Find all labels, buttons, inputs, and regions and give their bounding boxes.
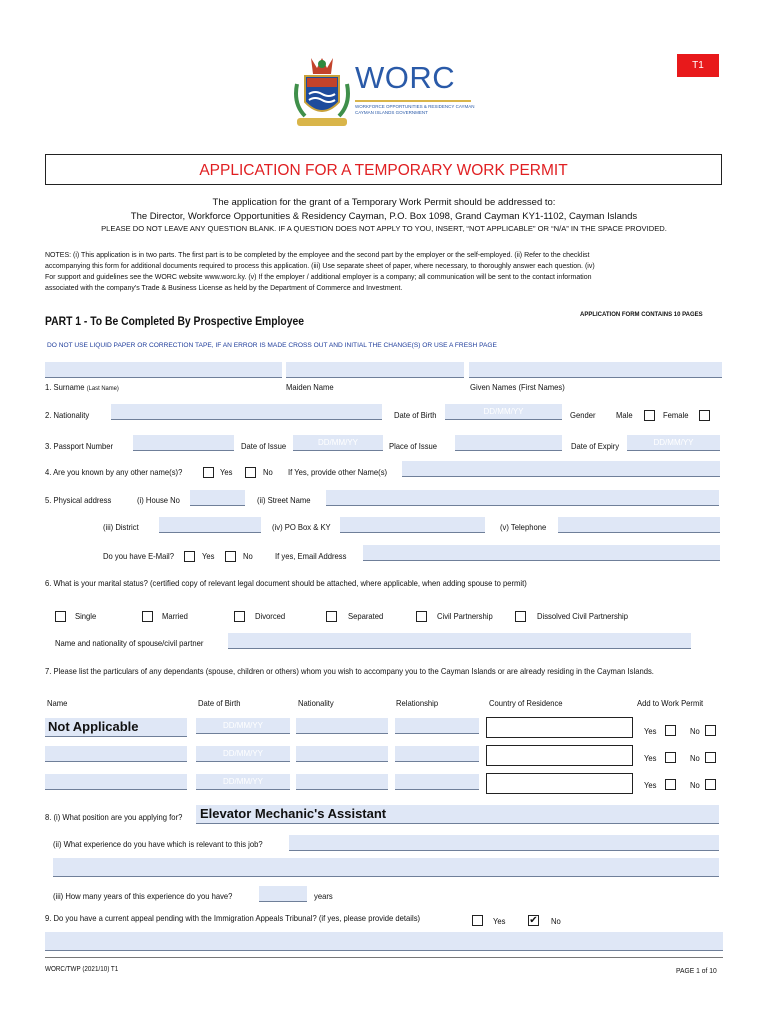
dependants-question: 7. Please list the particulars of any dependants (spouse, children or others) whom you wish to accompany you to the Cayman Islands or are already residing in the Cayman Islands. [45,666,654,676]
marital-question: 6. What is your marital status? (certified copy of relevant legal document should be attached, where applicable, when adding spouse to permit) [45,578,527,588]
dependant-name-field[interactable] [45,774,187,790]
spouse-label: Name and nationality of spouse/civil partner [55,638,204,648]
dependant-country-field[interactable] [486,773,633,794]
pages-note: APPLICATION FORM CONTAINS 10 PAGES [580,312,703,318]
male-label: Male [616,410,633,420]
footer-page-number: PAGE 1 of 10 [676,966,717,975]
dependant-name-field[interactable] [45,718,187,737]
dependant-yes-checkbox[interactable] [665,725,676,736]
logo-name: WORC [355,60,456,95]
dependant-yes-checkbox[interactable] [665,752,676,763]
address-label: 5. Physical address [45,495,112,505]
dependant-dob-field[interactable]: DD/MM/YY [196,718,290,734]
place-of-issue-label: Place of Issue [389,441,438,451]
title-box [45,154,722,185]
dependant-country-field[interactable] [486,717,633,738]
surname-label: 1. Surname (Last Name) [45,382,119,392]
dependant-no-label: No [690,780,700,790]
email-yes-checkbox[interactable] [184,551,195,562]
position-question: 8. (i) What position are you applying for? [45,812,183,822]
male-checkbox[interactable] [644,410,655,421]
district-field[interactable] [159,517,261,533]
separated-label: Separated [348,611,384,621]
intro-line-1: The application for the grant of a Temporary Work Permit should be addressed to: [212,197,556,208]
dependant-no-label: No [690,753,700,763]
given-names-field[interactable] [469,362,722,378]
logo-tagline-2: CAYMAN ISLANDS GOVERNMENT [355,110,428,115]
separated-checkbox[interactable] [326,611,337,622]
appeal-details-field[interactable] [45,932,723,951]
col-nationality: Nationality [298,698,334,708]
logo-underline [355,100,471,102]
other-names-question: 4. Are you known by any other name(s)? [45,467,183,477]
col-relationship: Relationship [396,698,439,708]
nationality-field[interactable] [111,404,382,420]
married-label: Married [162,611,188,621]
date-of-expiry-label: Date of Expiry [571,441,620,451]
other-names-no-checkbox[interactable] [245,467,256,478]
house-no-field[interactable] [190,490,245,506]
dependant-yes-checkbox[interactable] [665,779,676,790]
logo-tagline-1: WORKFORCE OPPORTUNITIES & RESIDENCY CAYMAN [355,104,475,109]
experience-field[interactable] [289,835,719,851]
part1-heading: PART 1 - To Be Completed By Prospective Employee [45,316,305,328]
gender-label: Gender [570,410,596,420]
single-label: Single [75,611,97,621]
other-names-no-label: No [263,467,273,477]
other-names-detail-label: If Yes, provide other Name(s) [288,467,388,477]
house-no-label: (i) House No [137,495,180,505]
page-title: APPLICATION FOR A TEMPORARY WORK PERMIT [199,162,568,179]
dependant-no-checkbox[interactable] [705,779,716,790]
female-label: Female [663,410,689,420]
dependant-relationship-field[interactable] [395,746,479,762]
correction-warning: DO NOT USE LIQUID PAPER OR CORRECTION TAPE, IF AN ERROR IS MADE CROSS OUT AND INITIAL THE CHANGE(S) OR USE A FRESH PAGE [47,342,497,349]
dependant-yes-label: Yes [644,780,657,790]
dissolved-partnership-label: Dissolved Civil Partnership [537,611,628,621]
years-unit: years [314,891,333,901]
surname-field[interactable] [45,362,282,378]
dependant-nationality-field[interactable] [296,774,388,790]
dob-field[interactable]: DD/MM/YY [445,404,562,420]
years-question: (iii) How many years of this experience do you have? [53,891,233,901]
dependant-yes-label: Yes [644,726,657,736]
single-checkbox[interactable] [55,611,66,622]
married-checkbox[interactable] [142,611,153,622]
street-field[interactable] [326,490,719,506]
maiden-name-field[interactable] [286,362,464,378]
appeal-yes-label: Yes [493,916,506,926]
other-names-yes-label: Yes [220,467,233,477]
email-no-label: No [243,551,253,561]
civil-partnership-label: Civil Partnership [437,611,493,621]
appeal-yes-checkbox[interactable] [472,915,483,926]
experience-field-continued[interactable] [53,858,719,877]
form-code-badge: T1 [677,54,719,77]
footer-form-code: WORC/TWP (2021/10) T1 [45,966,119,973]
intro-line-2: The Director, Workforce Opportunities & Residency Cayman, P.O. Box 1098, Grand Cayman KY1-1102, Cayman Islands [130,211,638,222]
female-checkbox[interactable] [699,410,710,421]
dependant-relationship-field[interactable] [395,774,479,790]
notes-line: accompanying this form for additional documents required to process this application. (iii) Use separate sheet of paper, where necessary, to thoroughly answer each question. (iv) [45,263,595,270]
dob-label: Date of Birth [394,410,437,420]
email-question: Do you have E-Mail? [103,551,175,561]
dependant-country-field[interactable] [486,745,633,766]
given-names-label: Given Names (First Names) [470,382,565,392]
telephone-field[interactable] [558,517,720,533]
dependant-dob-field[interactable]: DD/MM/YY [196,774,290,790]
worc-logo [291,54,497,134]
intro-line-3: PLEASE DO NOT LEAVE ANY QUESTION BLANK. IF A QUESTION DOES NOT APPLY TO YOU, INSERT, “NOT APPLICABLE” OR “N/A” IN THE SPACE PROVIDED. [101,224,667,233]
email-yes-label: Yes [202,551,215,561]
notes-line: NOTES: (i) This application is in two parts. The first part is to be completed by the employee and the second part by the employer or the self-employed. (ii) Refer to the checklist [45,252,590,259]
dependant-dob-field[interactable]: DD/MM/YY [196,746,290,762]
appeal-question: 9. Do you have a current appeal pending with the Immigration Appeals Tribunal? (if yes, please provide details) [45,913,421,923]
spouse-field[interactable] [228,633,691,649]
dependant-nationality-field[interactable] [296,718,388,734]
passport-field[interactable] [133,435,234,451]
coat-of-arms-icon [291,54,353,134]
nationality-label: 2. Nationality [45,410,90,420]
position-value: Elevator Mechanic's Assistant [200,806,387,821]
divorced-checkbox[interactable] [234,611,245,622]
notes-line: associated with the company's Trade & Business License as held by the Department of Commerce and Investment. [45,285,403,292]
email-address-field[interactable] [363,545,720,561]
date-of-expiry-field[interactable]: DD/MM/YY [627,435,720,451]
col-name: Name [47,698,68,708]
date-of-issue-field[interactable]: DD/MM/YY [293,435,383,451]
dependant-no-checkbox[interactable] [705,725,716,736]
dependant-no-checkbox[interactable] [705,752,716,763]
email-address-label: If yes, Email Address [275,551,347,561]
other-names-field[interactable] [402,461,720,477]
experience-question: (ii) What experience do you have which is relevant to this job? [53,839,263,849]
footer-rule [45,957,723,958]
notes-line: For support and guidelines see the WORC website www.worc.ky. (v) If the employer / additional employer is a company; all communication will be sent to the contact information [45,274,592,281]
email-no-checkbox[interactable] [225,551,236,562]
col-dob: Date of Birth [198,698,241,708]
col-add-to-permit: Add to Work Permit [637,698,704,708]
notes [45,250,725,294]
col-country: Country of Residence [489,698,563,708]
date-of-issue-label: Date of Issue [241,441,287,451]
dependant-yes-label: Yes [644,753,657,763]
dependant-name-value: Not Applicable [48,719,139,734]
district-label: (iii) District [103,522,139,532]
maiden-name-label: Maiden Name [286,382,334,392]
po-box-label: (iv) PO Box & KY [272,522,331,532]
dependant-relationship-field[interactable] [395,718,479,734]
checkmark-icon: ✔ [529,915,538,926]
years-field[interactable] [259,886,307,902]
civil-partnership-checkbox[interactable] [416,611,427,622]
telephone-label: (v) Telephone [500,522,547,532]
dependant-name-field[interactable] [45,746,187,762]
street-label: (ii) Street Name [257,495,311,505]
place-of-issue-field[interactable] [455,435,562,451]
dissolved-partnership-checkbox[interactable] [515,611,526,622]
po-box-field[interactable] [340,517,485,533]
other-names-yes-checkbox[interactable] [203,467,214,478]
appeal-no-checkbox[interactable] [528,915,539,926]
position-field[interactable] [196,805,719,824]
passport-label: 3. Passport Number [45,441,114,451]
divorced-label: Divorced [255,611,286,621]
dependant-nationality-field[interactable] [296,746,388,762]
appeal-no-label: No [551,916,561,926]
dependant-no-label: No [690,726,700,736]
